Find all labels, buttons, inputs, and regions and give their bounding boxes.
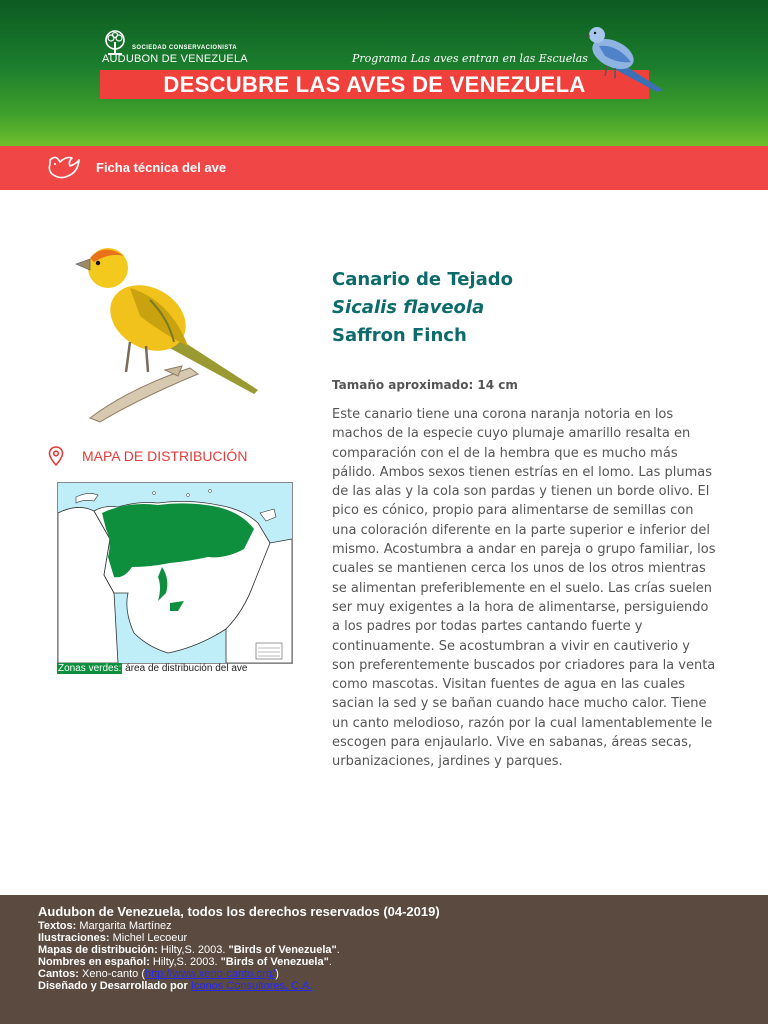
page-title: DESCUBRE LAS AVES DE VENEZUELA (100, 70, 649, 99)
credit-label: Ilustraciones: (38, 932, 110, 944)
credit-label: Mapas de distribución: (38, 944, 158, 956)
credit-label: Textos: (38, 920, 77, 932)
credit-textos (38, 920, 440, 932)
credit-ilustraciones (38, 932, 440, 944)
footer-copyright: Audubon de Venezuela, todos los derechos reservados (04-2019) (38, 904, 440, 919)
map-caption-text: área de distribución del ave (122, 663, 248, 674)
footer (0, 895, 768, 1024)
location-pin-icon (48, 446, 64, 466)
saffron-finch-illustration (70, 238, 264, 424)
credit-punct: . (336, 944, 340, 956)
credit-label: Cantos: (38, 968, 79, 980)
credit-value: Michel Lecoeur (109, 932, 188, 944)
xeno-canto-link[interactable]: http://www.xeno-canto.org/ (145, 968, 276, 980)
distribution-map (57, 482, 293, 664)
venezuela-map-svg (58, 483, 292, 663)
credit-value: Hilty,S. 2003. (157, 944, 229, 956)
credit-punct: ) (275, 968, 279, 980)
size-label: Tamaño aproximado: 14 cm (332, 378, 518, 392)
credit-label: Diseñado y Desarrollado por (38, 980, 188, 992)
header-banner (0, 0, 768, 146)
book-title: "Birds of Venezuela" (220, 956, 329, 968)
logo-small-text: SOCIEDAD CONSERVACIONISTA (132, 45, 238, 51)
credit-value: Margarita Martínez (76, 920, 172, 932)
scientific-name: Sicalis flaveola (332, 297, 485, 318)
logo-big-text: AUDUBON DE VENEZUELA (102, 53, 248, 65)
credit-cantos (38, 968, 440, 980)
dove-icon (46, 152, 82, 184)
credit-punct: . (328, 956, 332, 968)
book-title: "Birds of Venezuela" (228, 944, 337, 956)
map-scale-legend (256, 643, 282, 659)
credit-mapas (38, 944, 440, 956)
iconos-consultores-link[interactable]: Iconos Consultores, C.A. (190, 980, 313, 992)
credit-value: Hilty,S. 2003. (149, 956, 221, 968)
common-name: Canario de Tejado (332, 269, 514, 290)
credit-nombres (38, 956, 440, 968)
credit-disenado (38, 980, 440, 992)
green-zones-label: Zonas verdes: (58, 663, 122, 674)
tanager-bird-illustration (585, 18, 665, 93)
credit-label: Nombres en español: (38, 956, 150, 968)
map-heading-text: MAPA DE DISTRIBUCIÓN (82, 448, 248, 464)
credit-value: Xeno-canto ( (78, 968, 145, 980)
map-caption (57, 663, 247, 674)
bird-description: Este canario tiene una corona naranja notoria en los machos de la especie cuyo plumaje amarillo resalta en comparación con el de la hembra que es mucho más pálido. Ambos sexos tienen estrías en el lomo. Las plumas de las alas y la cola son pardas y tienen un borde olivo. El pico es cónico, propio para alimentarse de semillas con una coloración diferente en la parte superior e inferior del mismo. Acostumbra a andar en pareja o grupo familiar, los cuales se mantienen cerca los unos de los otros mientras se alimentan preferiblemente en el suelo. Las crías suelen ser muy exigentes a la hora de alimentarse, persiguiendo a los padres por todas partes cantando fuerte y continuamente. Se acostumbran a vivir en cautiverio y son preferentemente buscados por criadores para la venta como mascotas. Visitan fuentes de agua en las cuales sacian la sed y se bañan cuando hace mucho calor. Tiene un canto melodioso, razón por la cual lamentablemente le escogen para enjaularlo. Vive en sabanas, áreas secas, urbanizaciones, jardines y parques. (332, 407, 716, 770)
bird-names (332, 266, 513, 350)
section-label: Ficha técnica del ave (96, 160, 227, 175)
english-name: Saffron Finch (332, 325, 467, 346)
program-tagline: Programa Las aves entran en las Escuelas (352, 52, 588, 65)
